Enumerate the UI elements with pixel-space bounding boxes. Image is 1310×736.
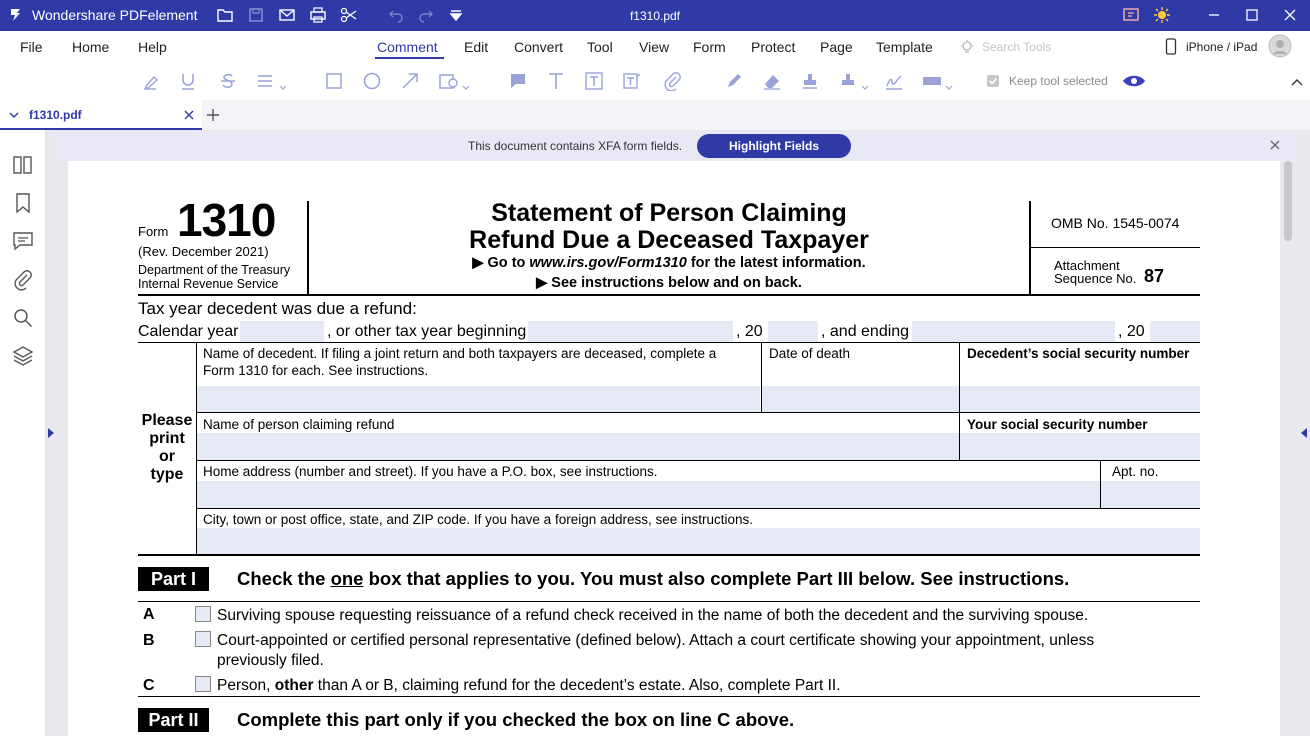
menu-protect[interactable]: Protect bbox=[751, 39, 796, 55]
part1-one: one bbox=[330, 568, 364, 589]
chevron-down-icon[interactable] bbox=[8, 109, 20, 121]
highlight-icon[interactable] bbox=[141, 71, 161, 91]
pencil-icon[interactable] bbox=[724, 71, 744, 91]
menu-file[interactable]: File bbox=[20, 39, 43, 55]
see-instructions: ▶ See instructions below and on back. bbox=[536, 275, 802, 291]
tax-year-ending-field[interactable] bbox=[912, 321, 1115, 343]
menu-help[interactable]: Help bbox=[138, 39, 167, 55]
form-title-line2: Refund Due a Deceased Taxpayer bbox=[469, 226, 869, 254]
part2-label: Part II bbox=[138, 708, 209, 732]
menu-page[interactable]: Page bbox=[820, 39, 853, 55]
text-list-dropdown-icon[interactable] bbox=[256, 71, 286, 91]
please-word: Please bbox=[141, 412, 193, 429]
home-address-field[interactable] bbox=[197, 481, 1100, 508]
collapse-toolbar-icon[interactable] bbox=[1290, 71, 1304, 91]
row3-rule bbox=[197, 508, 1200, 509]
avatar[interactable] bbox=[1268, 34, 1292, 58]
quick-access-dropdown-icon[interactable] bbox=[447, 6, 465, 24]
xfa-notification-bar bbox=[58, 131, 1295, 161]
close-tab-icon[interactable] bbox=[183, 109, 195, 121]
menu-view[interactable]: View bbox=[639, 39, 670, 55]
part2-heading: Complete this part only if you checked the box on line C above. bbox=[237, 709, 795, 730]
date-of-death-label: Date of death bbox=[769, 346, 851, 361]
goto-suffix: for the latest information. bbox=[686, 255, 866, 271]
row2-rule bbox=[197, 460, 1200, 461]
redo-icon[interactable] bbox=[417, 6, 435, 24]
new-tab-plus-icon[interactable] bbox=[205, 107, 221, 123]
text-comment-icon[interactable] bbox=[546, 71, 566, 91]
goto-prefix: ▶ Go to bbox=[472, 255, 530, 271]
attachment-label: Attachment bbox=[1054, 258, 1120, 273]
tax-year-rule bbox=[138, 342, 1200, 343]
line-a-checkbox[interactable] bbox=[195, 606, 211, 622]
attachment-icon[interactable] bbox=[662, 71, 682, 91]
close-window-icon[interactable] bbox=[1281, 6, 1299, 24]
callout-icon[interactable] bbox=[622, 71, 642, 91]
tab-label: f1310.pdf bbox=[29, 108, 82, 122]
decedent-ssn-label: Decedent’s social security number bbox=[967, 346, 1190, 361]
line-b-text: Court-appointed or certified personal representative (defined below). Attach a court certificate showing your appointment, unless bbox=[217, 632, 1095, 649]
header-divider-right bbox=[1029, 201, 1031, 295]
print-icon[interactable] bbox=[309, 6, 327, 24]
menu-template[interactable]: Template bbox=[876, 39, 933, 55]
close-notification-icon[interactable] bbox=[1269, 139, 1281, 151]
email-icon[interactable] bbox=[278, 6, 296, 24]
xfa-message: This document contains XFA form fields. bbox=[468, 139, 683, 153]
and-ending-label: , and ending bbox=[821, 323, 910, 340]
document-tab[interactable] bbox=[0, 100, 202, 130]
measure-dropdown-icon[interactable] bbox=[922, 71, 954, 91]
circle-icon[interactable] bbox=[362, 71, 382, 91]
search-tools-input[interactable]: Search Tools bbox=[982, 40, 1052, 54]
comma-20-label-b: , 20 bbox=[1118, 323, 1145, 340]
part1-text-a: Check the bbox=[237, 568, 331, 589]
left-sidebar bbox=[0, 130, 46, 736]
omb-divider bbox=[1031, 247, 1200, 248]
menu-tool[interactable]: Tool bbox=[587, 39, 613, 55]
signature-icon[interactable] bbox=[884, 71, 904, 91]
highlight-fields-button[interactable]: Highlight Fields bbox=[697, 134, 851, 158]
show-comments-eye-icon[interactable] bbox=[1122, 71, 1146, 91]
tax-year-beginning-field[interactable] bbox=[528, 321, 733, 343]
goto-instruction bbox=[309, 255, 1029, 271]
apt-no-field[interactable] bbox=[1101, 481, 1200, 508]
menu-form[interactable]: Form bbox=[693, 39, 726, 55]
calendar-year-field[interactable] bbox=[240, 321, 324, 343]
sequence-label: Sequence No. bbox=[1054, 271, 1137, 286]
line-b-letter: B bbox=[143, 632, 155, 649]
row1-rule bbox=[197, 412, 1200, 413]
other-year-label: , or other tax year beginning bbox=[327, 323, 527, 340]
active-menu-indicator bbox=[375, 57, 444, 59]
stamp-icon[interactable] bbox=[800, 71, 820, 91]
calendar-year-label: Calendar year bbox=[138, 323, 239, 340]
line-a-letter: A bbox=[143, 606, 155, 623]
goto-url: www.irs.gov/Form1310 bbox=[529, 255, 687, 271]
keep-tool-checkbox[interactable] bbox=[986, 71, 1002, 91]
shapes-dropdown-icon[interactable] bbox=[438, 71, 470, 91]
strikethrough-icon[interactable] bbox=[218, 71, 238, 91]
form-title-line1: Statement of Person Claiming bbox=[491, 199, 847, 227]
minimize-icon[interactable] bbox=[1205, 6, 1223, 24]
eraser-icon[interactable] bbox=[762, 71, 782, 91]
underline-icon[interactable] bbox=[178, 71, 198, 91]
date-of-death-field[interactable] bbox=[762, 386, 959, 412]
stamp-dropdown-icon[interactable] bbox=[838, 71, 870, 91]
line-c-checkbox[interactable] bbox=[195, 676, 211, 692]
city-state-zip-field[interactable] bbox=[197, 528, 1200, 554]
line-c-text bbox=[217, 677, 841, 695]
vertical-scrollbar[interactable] bbox=[1284, 161, 1292, 241]
part1-label: Part I bbox=[138, 567, 209, 591]
keep-tool-label: Keep tool selected bbox=[1009, 74, 1108, 88]
form-word: Form bbox=[138, 224, 169, 239]
beginning-year-field[interactable] bbox=[768, 321, 818, 343]
expand-right-panel-icon[interactable] bbox=[1300, 427, 1308, 439]
city-label: City, town or post office, state, and ZIP code. If you have a foreign address, see instructions. bbox=[203, 512, 754, 527]
department-label: Department of the Treasury bbox=[138, 263, 291, 277]
form-revision: (Rev. December 2021) bbox=[138, 244, 269, 259]
part1-heading bbox=[237, 568, 1069, 590]
layers-icon[interactable] bbox=[12, 345, 34, 367]
comments-panel-icon[interactable] bbox=[12, 230, 34, 252]
app-title bbox=[8, 7, 197, 23]
open-folder-icon[interactable] bbox=[216, 6, 234, 24]
search-icon[interactable] bbox=[12, 307, 34, 329]
theme-sun-icon[interactable] bbox=[1153, 6, 1171, 24]
document-title: f1310.pdf bbox=[629, 9, 681, 23]
app-name: Wondershare PDFelement bbox=[32, 7, 198, 23]
menu-home[interactable]: Home bbox=[72, 39, 110, 55]
device-button[interactable]: iPhone / iPad bbox=[1186, 40, 1258, 54]
line-a-text: Surviving spouse requesting reissuance of a refund check received in the name of both the decedent and the surviving spouse. bbox=[217, 607, 1089, 624]
part1-text-b: box that applies to you. You must also complete Part III below. See instructions. bbox=[363, 568, 1070, 589]
pdfelement-logo-icon bbox=[8, 7, 24, 23]
menu-convert[interactable]: Convert bbox=[514, 39, 564, 55]
line-c-other: other bbox=[274, 677, 314, 694]
phone-icon bbox=[1165, 38, 1177, 55]
part1-bottom-rule bbox=[138, 696, 1200, 697]
menu-comment[interactable]: Comment bbox=[377, 39, 438, 55]
form-number: 1310 bbox=[177, 194, 276, 246]
irs-label: Internal Revenue Service bbox=[138, 277, 279, 291]
scissors-icon[interactable] bbox=[340, 6, 358, 24]
bookmark-icon[interactable] bbox=[12, 192, 34, 214]
identity-bottom-rule bbox=[138, 554, 1200, 556]
menu-bar bbox=[0, 31, 1310, 63]
part1-rule bbox=[138, 601, 1200, 602]
claimant-name-label: Name of person claiming refund bbox=[203, 417, 395, 432]
ending-year-field[interactable] bbox=[1150, 321, 1200, 343]
arrow-icon[interactable] bbox=[400, 71, 420, 91]
comment-toolbar bbox=[0, 63, 1310, 100]
type-word: type bbox=[150, 466, 184, 483]
feedback-icon[interactable] bbox=[1122, 6, 1140, 24]
print-word: print bbox=[149, 430, 185, 447]
expand-left-panel-icon[interactable] bbox=[47, 427, 55, 439]
sequence-number: 87 bbox=[1144, 266, 1165, 286]
your-ssn-label: Your social security number bbox=[967, 417, 1148, 432]
home-address-label: Home address (number and street). If you have a P.O. box, see instructions. bbox=[203, 464, 658, 479]
maximize-icon[interactable] bbox=[1243, 6, 1261, 24]
header-bottom-rule bbox=[138, 294, 1200, 296]
thumbnails-icon[interactable] bbox=[12, 154, 34, 176]
menu-edit[interactable]: Edit bbox=[464, 39, 489, 55]
line-c-text-b: than A or B, claiming refund for the decedent’s estate. Also, complete Part II. bbox=[313, 677, 841, 694]
pdf-page bbox=[68, 161, 1280, 736]
apt-no-label: Apt. no. bbox=[1112, 464, 1159, 479]
lightbulb-icon bbox=[959, 39, 975, 55]
name-decedent-label-2: Form 1310 for each. See instructions. bbox=[203, 363, 429, 378]
please-print-or-type bbox=[138, 412, 196, 484]
name-decedent-label: Name of decedent. If filing a joint return and both taxpayers are deceased, complete a bbox=[203, 346, 717, 361]
tax-year-heading: Tax year decedent was due a refund: bbox=[138, 299, 417, 318]
undo-icon[interactable] bbox=[387, 6, 405, 24]
line-b-text-2: previously filed. bbox=[217, 652, 324, 669]
sticky-note-icon[interactable] bbox=[508, 71, 528, 91]
line-b-checkbox[interactable] bbox=[195, 631, 211, 647]
title-bar bbox=[0, 0, 1310, 31]
decedent-ssn-field[interactable] bbox=[960, 386, 1200, 412]
line-c-text-a: Person, bbox=[217, 677, 275, 694]
rectangle-icon[interactable] bbox=[324, 71, 344, 91]
comma-20-label-a: , 20 bbox=[736, 323, 763, 340]
attachments-panel-icon[interactable] bbox=[12, 269, 34, 291]
omb-number: OMB No. 1545-0074 bbox=[1051, 215, 1180, 231]
or-word: or bbox=[159, 448, 175, 465]
your-ssn-field[interactable] bbox=[960, 433, 1200, 460]
claimant-name-field[interactable] bbox=[197, 433, 959, 460]
save-icon[interactable] bbox=[247, 6, 265, 24]
document-tab-bar bbox=[0, 100, 1310, 130]
decedent-name-field[interactable] bbox=[197, 386, 760, 412]
line-c-letter: C bbox=[143, 677, 155, 694]
text-box-icon[interactable] bbox=[584, 71, 604, 91]
